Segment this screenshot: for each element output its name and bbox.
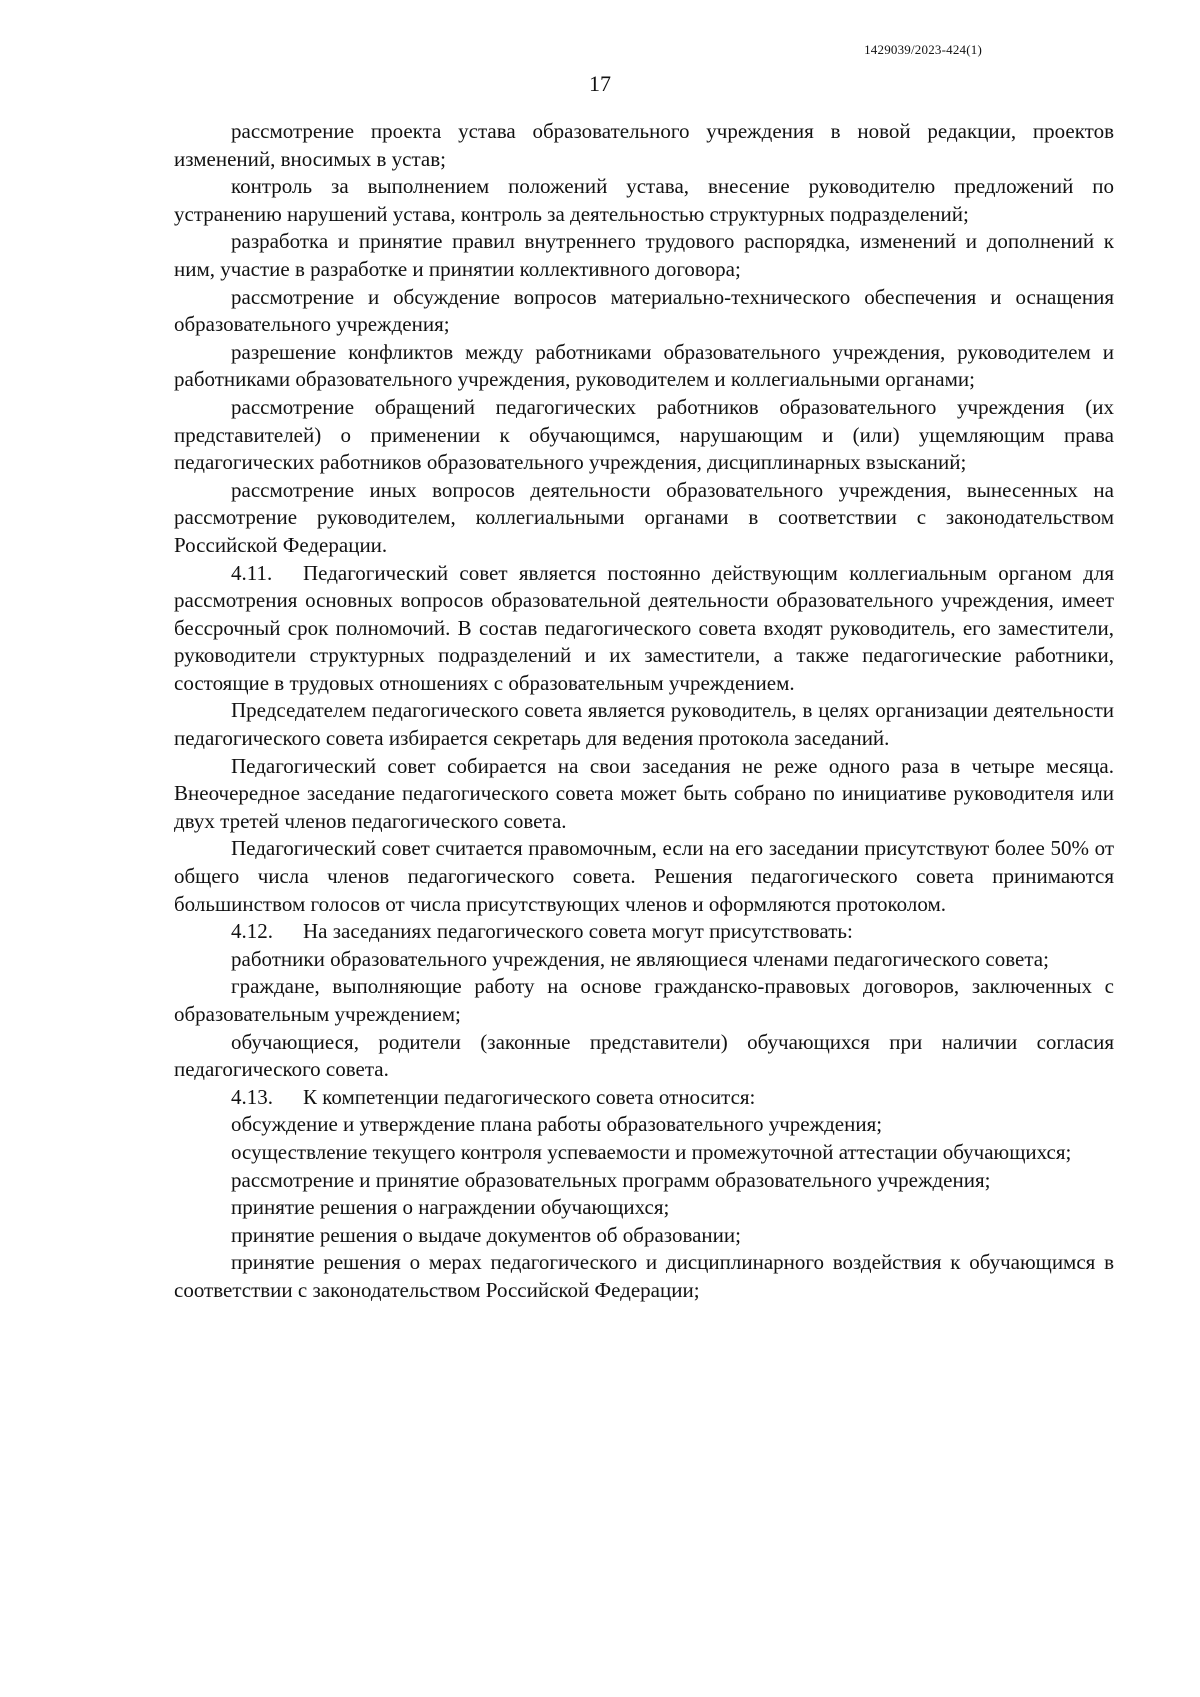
paragraph — [174, 753, 1114, 836]
paragraph-text: граждане, выполняющие работу на основе гражданско-правовых договоров, заключенных с образовательным учреждением; — [174, 974, 1114, 1026]
clause-paragraph — [174, 1084, 1114, 1112]
paragraph-text: обсуждение и утверждение плана работы образовательного учреждения; — [231, 1112, 883, 1137]
paragraph — [174, 1029, 1114, 1084]
paragraph — [174, 118, 1114, 173]
clause-number: 4.11. — [231, 560, 273, 585]
paragraph — [174, 1249, 1114, 1304]
paragraph — [174, 1139, 1114, 1167]
paragraph — [174, 1222, 1114, 1250]
paragraph-text: разработка и принятие правил внутреннего трудового распорядка, изменений и дополнений к ним, участие в разработке и принятии коллективного договора; — [174, 229, 1114, 281]
paragraph-text: разрешение конфликтов между работниками образовательного учреждения, руководителем и работниками образовательного учреждения, руководителем и коллегиальными органами; — [174, 339, 1114, 392]
paragraph-text: Педагогический совет считается правомочным, если на его заседании присутствуют более 50% от общего числа членов педагогического совета. Решения педагогического совета принимаются большинством голосов от числа присутствующих членов и оформляются протоколом. — [174, 836, 1114, 916]
paragraph-text: осуществление текущего контроля успеваемости и промежуточной аттестации обучающихся; — [231, 1139, 1072, 1164]
document-registration-number: 1429039/2023-424(1) — [864, 42, 982, 57]
paragraph — [174, 1167, 1114, 1195]
paragraph-text: рассмотрение и обсуждение вопросов материально-технического обеспечения и оснащения образовательного учреждения; — [174, 284, 1114, 337]
paragraph-text: обучающиеся, родители (законные представители) обучающихся при наличии согласия педагогического совета. — [174, 1029, 1114, 1082]
paragraph — [174, 394, 1114, 477]
paragraph — [174, 973, 1114, 1028]
paragraph-text: рассмотрение и принятие образовательных программ образовательного учреждения; — [231, 1167, 991, 1192]
clause-number: 4.13. — [231, 1084, 273, 1109]
paragraph — [174, 946, 1114, 974]
paragraph — [174, 697, 1114, 752]
paragraph-text: На заседаниях педагогического совета могут присутствовать: — [303, 919, 853, 944]
paragraph-text: принятие решения о мерах педагогического и дисциплинарного воздействия к обучающимся в соответствии с законодательством Российской Федерации; — [174, 1250, 1114, 1302]
paragraph — [174, 173, 1114, 228]
clause-number: 4.12. — [231, 919, 273, 944]
clause-paragraph — [174, 918, 1114, 946]
paragraph — [174, 284, 1114, 339]
paragraph-text: контроль за выполнением положений устава, внесение руководителю предложений по устранению нарушений устава, контроль за деятельностью структурных подразделений; — [174, 174, 1114, 226]
paragraph-text: принятие решения о выдаче документов об образовании; — [231, 1222, 741, 1247]
paragraph-text: Педагогический совет собирается на свои заседания не реже одного раза в четыре месяца. Внеочередное заседание педагогического совета может быть собрано по инициативе руководителя или двух третей членов педагогического совета. — [174, 753, 1114, 833]
paragraph-text: рассмотрение иных вопросов деятельности образовательного учреждения, вынесенных на рассмотрение руководителем, коллегиальными органами в соответствии с законодательством Российской Федерации. — [174, 477, 1114, 557]
paragraph-text: рассмотрение обращений педагогических работников образовательного учреждения (их представителей) о применении к обучающимся, нарушающим и (или) ущемляющим права педагогических работников образовательного учреждения, дисциплинарных взысканий; — [174, 394, 1114, 475]
document-body — [174, 118, 1114, 1305]
paragraph — [174, 835, 1114, 918]
clause-paragraph — [174, 560, 1114, 698]
paragraph-text: Председателем педагогического совета является руководитель, в целях организации деятельности педагогического совета избирается секретарь для ведения протокола заседаний. — [174, 698, 1114, 751]
paragraph-text: работники образовательного учреждения, не являющиеся членами педагогического совета; — [231, 946, 1049, 971]
paragraph-text: К компетенции педагогического совета относится: — [303, 1084, 756, 1109]
paragraph-text: принятие решения о награждении обучающихся; — [231, 1195, 670, 1220]
paragraph-text: Педагогический совет является постоянно действующим коллегиальным органом для рассмотрения основных вопросов образовательной деятельности образовательного учреждения, имеет бессрочный срок полномочий. В состав педагогического совета входят руководитель, его заместители, руководители структурных подразделений и их заместители, а также педагогические работники, состоящие в трудовых отношениях с образовательным учреждением. — [174, 560, 1114, 695]
paragraph — [174, 228, 1114, 283]
paragraph — [174, 1111, 1114, 1139]
paragraph — [174, 1194, 1114, 1222]
paragraph-text: рассмотрение проекта устава образовательного учреждения в новой редакции, проектов изменений, вносимых в устав; — [174, 119, 1114, 171]
page-number: 17 — [589, 71, 611, 96]
paragraph — [174, 339, 1114, 394]
paragraph — [174, 477, 1114, 560]
